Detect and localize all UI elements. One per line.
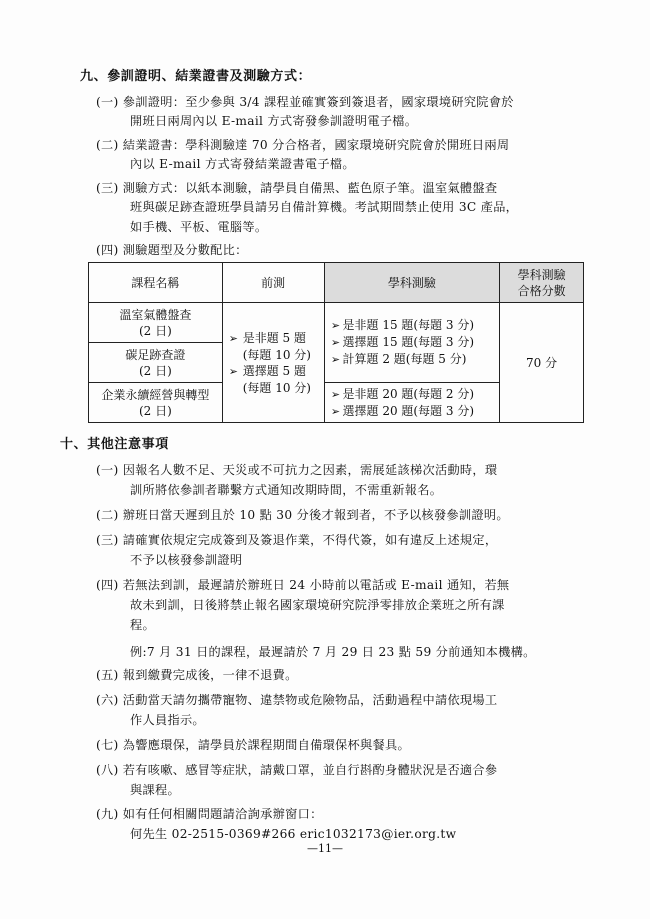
pre-test-line: 選擇題 5 題: [242, 363, 306, 378]
arrow-icon: ➢: [228, 331, 238, 345]
section10-item7: (七) 為響應環保，請學員於課程期間自備環保杯與餐具。: [96, 738, 410, 752]
section10-title: 十、其他注意事項: [60, 437, 169, 452]
section10-item6-line2: 作人員指示。: [130, 713, 205, 727]
section10-item8-line2: 與課程。: [130, 783, 180, 797]
section10-item9: (九) 如有任何相關問題請洽詢承辦窗口：: [96, 807, 323, 821]
subject-line: 計算題 2 題(每題 5 分): [342, 352, 467, 366]
subject-line: 選擇題 15 題(每題 3 分): [342, 335, 475, 349]
section9-item2-line1: (二) 結業證書：學科測驗達 70 分合格者，國家環境研究院會於開班日兩周: [96, 138, 510, 152]
arrow-icon: ➢: [228, 364, 238, 378]
pre-test-cell: [222, 303, 324, 423]
subject-group1-cell: [324, 303, 500, 383]
course-name: 企業永續經營與轉型: [101, 387, 210, 402]
section9-item3-line2: 班與碳足跡查證班學員請另自備計算機。考試期間禁止使用 3C 產品，: [130, 200, 519, 214]
page-number: —11—: [307, 842, 343, 855]
subject-line: 選擇題 20 題(每題 3 分): [342, 403, 475, 418]
subject-group2-cell: [324, 383, 500, 423]
section9-item2-line2: 內以 E-mail 方式寄發結業證書電子檔。: [130, 157, 355, 171]
course-cell: [89, 303, 223, 343]
course-cell: [89, 343, 223, 383]
section9-item3-line3: 如手機、平板、電腦等。: [130, 220, 268, 234]
arrow-icon: ➢: [330, 387, 341, 401]
section9-item1-line1: (一) 參訓證明：至少參與 3/4 課程並確實簽到簽退者，國家環境研究院會於: [96, 95, 514, 109]
course-cell: [89, 383, 223, 423]
header-subject-test: 學科測驗: [324, 263, 500, 303]
pre-test-line: (每題 10 分): [242, 380, 311, 395]
section10-example: 例:7 月 31 日的課程，最遲請於 7 月 29 日 23 點 59 分前通知本機構。: [130, 645, 536, 659]
course-days: (2 日): [138, 323, 172, 338]
course-name: 碳足跡查證: [125, 347, 186, 362]
header-pre-test: 前測: [222, 263, 324, 303]
course-name: 溫室氣體盤查: [119, 307, 192, 322]
arrow-icon: ➢: [330, 404, 341, 418]
section9-item3-line1: (三) 測驗方式：以紙本測驗，請學員自備黑、藍色原子筆。溫室氣體盤查: [96, 181, 498, 195]
section10-item4-line2: 故未到訓，日後將禁止報名國家環境研究院淨零排放企業班之所有課: [130, 598, 505, 612]
arrow-icon: ➢: [330, 319, 341, 332]
subject-line: 是非題 20 題(每題 2 分): [342, 386, 475, 401]
section10-item3-line2: 不予以核發參訓證明: [130, 553, 243, 567]
arrow-icon: ➢: [330, 353, 341, 366]
section10-item5: (五) 報到繳費完成後，一律不退費。: [96, 668, 298, 682]
section10-item3-line1: (三) 請確實依規定完成簽到及簽退作業，不得代簽，如有違反上述規定，: [96, 533, 498, 547]
header-pass-score-line1: 學科測驗: [517, 267, 566, 282]
section10-item2: (二) 辦班日當天遲到且於 10 點 30 分後才報到者，不予以核發參訓證明。: [96, 508, 509, 522]
pre-test-line: 是非題 5 題: [242, 330, 306, 345]
pre-test-line: (每題 10 分): [242, 347, 311, 362]
section10-item1-line2: 訓所將依參訓者聯繫方式通知改期時間，不需重新報名。: [130, 483, 443, 497]
exam-table: [88, 262, 584, 423]
course-days: (2 日): [138, 363, 172, 378]
section9-item4: (四) 測驗題型及分數配比：: [96, 243, 248, 257]
course-days: (2 日): [138, 403, 172, 418]
section10-item1-line1: (一) 因報名人數不足、天災或不可抗力之因素，需展延該梯次活動時，環: [96, 463, 498, 477]
subject-line: 是非題 15 題(每題 3 分): [342, 318, 475, 332]
header-pass-score-line2: 合格分數: [517, 283, 566, 298]
section10-item8-line1: (八) 若有咳嗽、感冒等症狀，請戴口罩，並自行斟酌身體狀況是否適合參: [96, 763, 498, 777]
arrow-icon: ➢: [330, 336, 341, 349]
section10-item6-line1: (六) 活動當天請勿攜帶寵物、違禁物或危險物品，活動過程中請依現場工: [96, 693, 498, 707]
header-pass-score: [500, 263, 584, 303]
pass-score-cell: 70 分: [500, 303, 584, 423]
section10-item4-line1: (四) 若無法到訓，最遲請於辦班日 24 小時前以電話或 E-mail 通知，若無: [96, 578, 510, 592]
section10-item4-line3: 程。: [130, 618, 155, 632]
section9-item1-line2: 開班日兩周內以 E-mail 方式寄發參訓證明電子檔。: [130, 114, 418, 128]
header-course: 課程名稱: [89, 263, 223, 303]
contact-info: 何先生 02-2515-0369#266 eric1032173@ier.org.tw: [130, 827, 457, 841]
section9-title: 九、參訓證明、結業證書及測驗方式：: [80, 69, 312, 84]
